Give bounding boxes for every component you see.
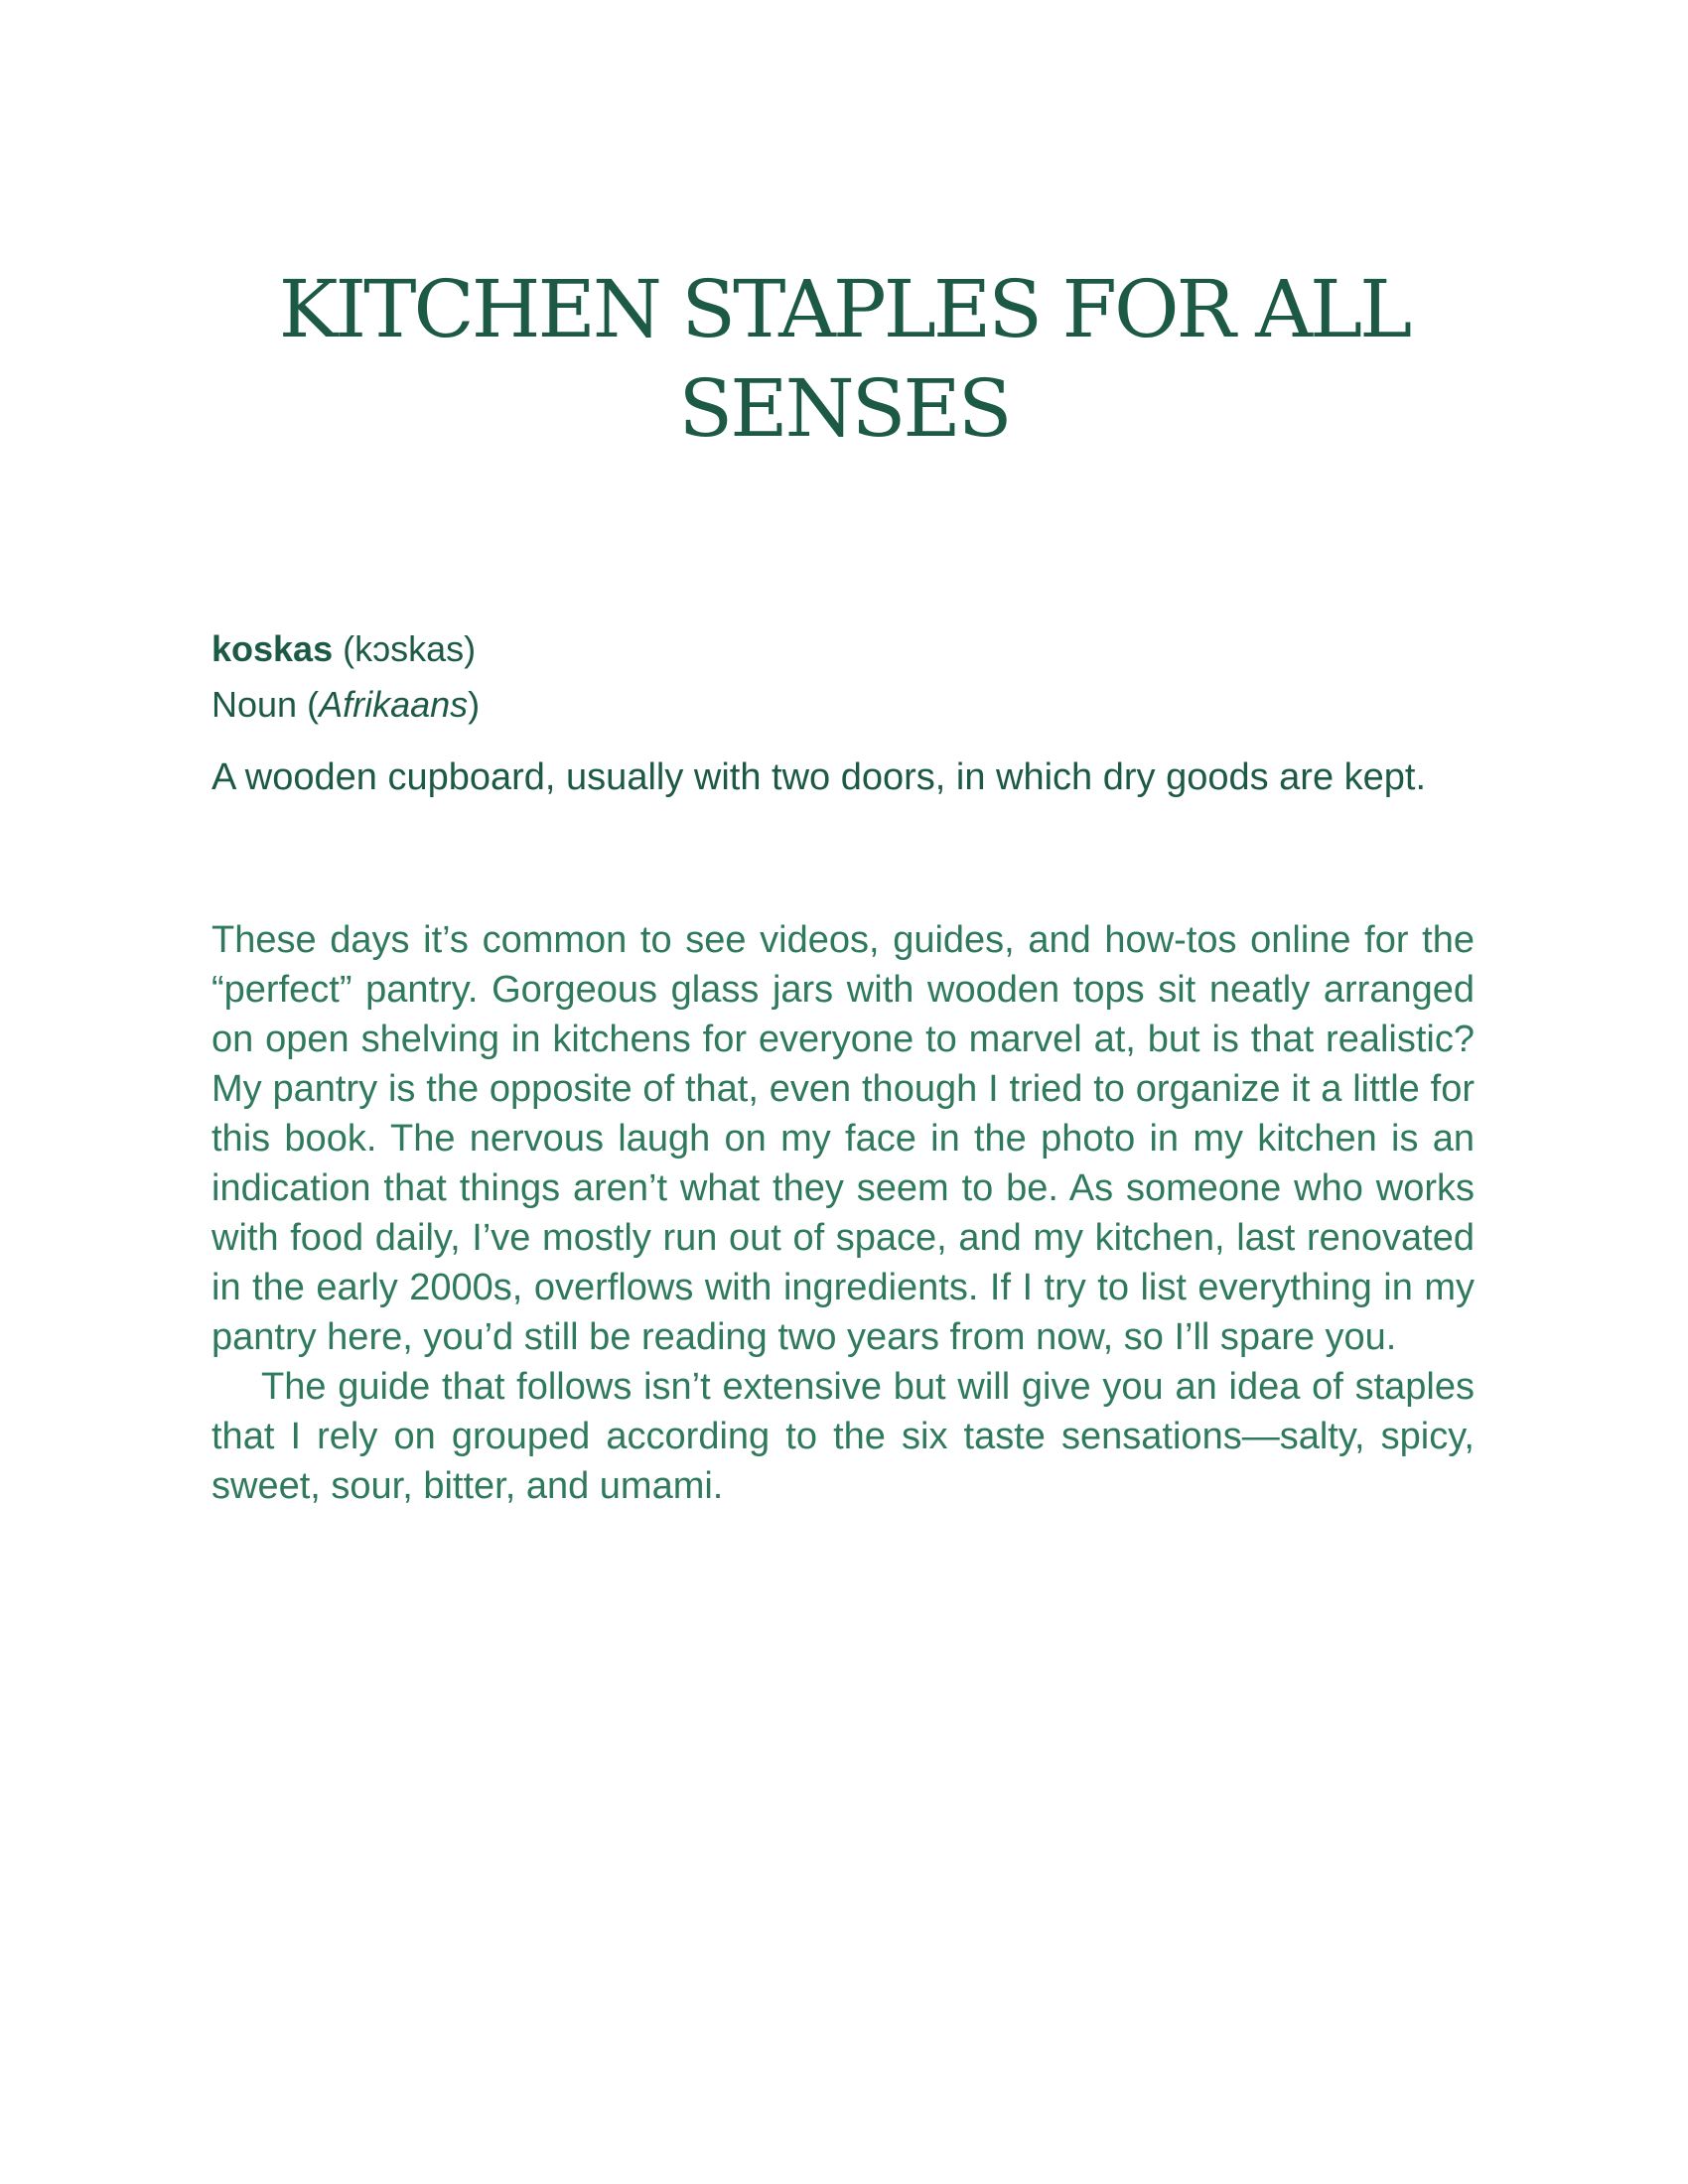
headword: koskas — [211, 628, 334, 669]
paragraph-1: These days it’s common to see videos, guides, and how-tos online for the “perfect” pantry. Gorgeous glass jars with wooden tops sit neatly arranged on open shelving in kitchens for everyone to marvel at, but is that realistic? My pantry is the opposite of that, even though I tried to organize it a little for this book. The nervous laugh on my face in the photo in my kitchen is an indication that things aren’t what they seem to be. As someone who works with food daily, I’ve mostly run out of space, and my kitchen, last renovated in the early 2000s, overflows with ingredients. If I try to list everything in my pantry here, you’d still be reading two years from now, so I’ll spare you. — [211, 919, 1475, 1358]
page-title — [199, 260, 1489, 459]
page-title-line-2: SENSES — [678, 362, 1010, 455]
part-of-speech-line — [211, 681, 1492, 729]
dictionary-entry — [211, 625, 1492, 802]
page-title-line-1: KITCHEN STAPLES FOR ALL — [278, 263, 1410, 355]
language-label: Afrikaans — [319, 684, 469, 725]
headword-line — [211, 625, 1492, 673]
part-of-speech-close: ) — [468, 684, 481, 725]
pronunciation: (kɔskas) — [343, 628, 477, 669]
part-of-speech: Noun ( — [211, 684, 320, 725]
paragraph-2: The guide that follows isn’t extensive but will give you an idea of staples that I rely on grouped according to the six taste sensations—salty, spicy, sweet, sour, bitter, and umami. — [211, 1366, 1475, 1507]
definition: A wooden cupboard, usually with two doors, in which dry goods are kept. — [211, 756, 1427, 798]
body-text — [211, 915, 1475, 1511]
